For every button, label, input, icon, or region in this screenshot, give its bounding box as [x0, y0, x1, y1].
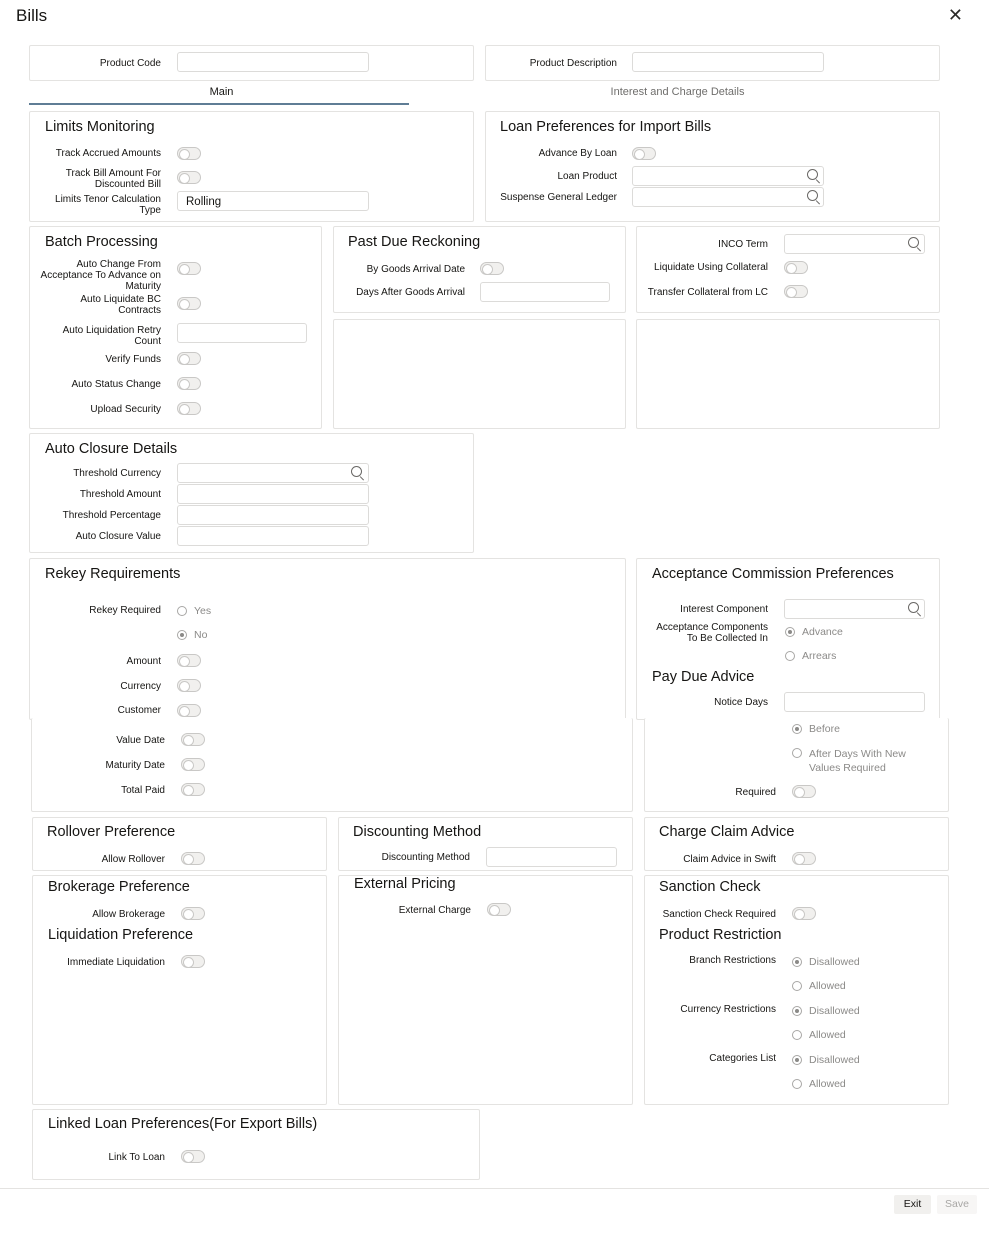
rekey-total-paid-toggle[interactable]: [181, 783, 205, 796]
auto-change-label-3: Maturity: [125, 281, 161, 292]
sanction-required-label: Sanction Check Required: [662, 909, 776, 920]
branch-disallowed-label: Disallowed: [809, 956, 860, 968]
window-title: Bills: [16, 6, 48, 25]
discounting-title: Discounting Method: [353, 824, 482, 840]
product-code-label: Product Code: [99, 58, 161, 69]
retry-count-label-2: Count: [134, 336, 161, 347]
immediate-liquidation-label: Immediate Liquidation: [67, 957, 165, 968]
currency-allowed-radio[interactable]: [792, 1029, 846, 1041]
product-description-label: Product Description: [529, 58, 617, 69]
sanction-required-toggle[interactable]: [792, 907, 816, 920]
auto-change-label-1: Auto Change From: [76, 259, 161, 270]
rekey-amount-label: Amount: [126, 656, 161, 667]
days-after-input[interactable]: [480, 282, 610, 302]
notice-days-input[interactable]: [784, 692, 925, 712]
batch-processing-title: Batch Processing: [45, 234, 158, 250]
track-bill-label-1: Track Bill Amount For: [65, 168, 161, 179]
rekey-title: Rekey Requirements: [45, 566, 181, 582]
linked-loan-title: Linked Loan Preferences(For Export Bills): [48, 1116, 318, 1132]
arrears-radio[interactable]: [785, 650, 836, 662]
search-icon[interactable]: [807, 169, 821, 183]
rekey-currency-label: Currency: [120, 681, 161, 692]
auto-change-toggle[interactable]: [177, 262, 201, 275]
branch-restrictions-label: Branch Restrictions: [689, 955, 776, 966]
rollover-title: Rollover Preference: [47, 824, 176, 840]
discounting-method-label: Discounting Method: [381, 852, 470, 863]
arrears-label: Arrears: [802, 650, 837, 662]
allow-rollover-label: Allow Rollover: [101, 854, 165, 865]
suspense-gl-input[interactable]: [632, 187, 824, 207]
exit-button[interactable]: Exit: [894, 1195, 931, 1214]
search-icon[interactable]: [908, 602, 922, 616]
rekey-yes-label: Yes: [194, 605, 212, 617]
after-days-label-2: Values Required: [809, 762, 886, 774]
auto-closure-value-label: Auto Closure Value: [75, 531, 161, 542]
branch-disallowed-radio[interactable]: [792, 956, 860, 968]
components-label-2: To Be Collected In: [686, 633, 768, 644]
advance-by-loan-label: Advance By Loan: [538, 148, 617, 159]
inco-empty-panel: [636, 319, 940, 429]
product-code-input[interactable]: [177, 52, 369, 72]
currency-allowed-label: Allowed: [809, 1029, 846, 1041]
claim-swift-toggle[interactable]: [792, 852, 816, 865]
currency-disallowed-label: Disallowed: [809, 1005, 860, 1017]
rekey-no-radio[interactable]: [177, 629, 207, 641]
pay-due-required-label: Required: [735, 787, 776, 798]
product-restriction-title: Product Restriction: [659, 927, 782, 943]
footer-divider: [0, 1188, 989, 1189]
threshold-amount-input[interactable]: [177, 484, 369, 504]
search-icon[interactable]: [908, 237, 922, 251]
transfer-collateral-toggle[interactable]: [784, 285, 808, 298]
allow-brokerage-toggle[interactable]: [181, 907, 205, 920]
track-accrued-toggle[interactable]: [177, 147, 201, 160]
track-accrued-label: Track Accrued Amounts: [55, 148, 161, 159]
rekey-total-paid-label: Total Paid: [121, 785, 165, 796]
allow-brokerage-label: Allow Brokerage: [92, 909, 165, 920]
search-icon[interactable]: [807, 190, 821, 204]
after-days-radio[interactable]: [792, 747, 906, 775]
track-bill-toggle[interactable]: [177, 171, 201, 184]
tenor-label-2: Type: [139, 205, 161, 216]
save-button[interactable]: Save: [937, 1195, 977, 1214]
loan-pref-import-title: Loan Preferences for Import Bills: [500, 119, 712, 135]
rekey-maturity-date-toggle[interactable]: [181, 758, 205, 771]
rekey-required-label: Rekey Required: [89, 605, 161, 616]
sanction-title: Sanction Check: [659, 879, 761, 895]
tab-main[interactable]: Main: [209, 86, 234, 98]
rekey-maturity-date-label: Maturity Date: [105, 760, 165, 771]
external-charge-label: External Charge: [398, 905, 471, 916]
threshold-currency-input[interactable]: [177, 463, 369, 483]
external-charge-toggle[interactable]: [487, 903, 511, 916]
verify-funds-toggle[interactable]: [177, 352, 201, 365]
charge-claim-title: Charge Claim Advice: [659, 824, 795, 840]
retry-count-label-1: Auto Liquidation Retry: [62, 325, 161, 336]
liquidation-title: Liquidation Preference: [48, 927, 194, 943]
rekey-no-label: No: [194, 629, 208, 641]
product-description-input[interactable]: [632, 52, 824, 72]
rekey-currency-toggle[interactable]: [177, 679, 201, 692]
advance-label: Advance: [802, 626, 843, 638]
categories-disallowed-label: Disallowed: [809, 1054, 860, 1066]
days-after-label: Days After Goods Arrival: [356, 287, 465, 298]
claim-swift-label: Claim Advice in Swift: [683, 854, 776, 865]
liquidate-collateral-toggle[interactable]: [784, 261, 808, 274]
rekey-panel: [29, 558, 626, 720]
components-label-1: Acceptance Components: [656, 622, 768, 633]
auto-status-toggle[interactable]: [177, 377, 201, 390]
by-goods-label: By Goods Arrival Date: [366, 264, 465, 275]
link-to-loan-toggle[interactable]: [181, 1150, 205, 1163]
loan-product-input[interactable]: [632, 166, 824, 186]
advance-by-loan-toggle[interactable]: [632, 147, 656, 160]
auto-closure-title: Auto Closure Details: [45, 441, 178, 457]
rekey-customer-toggle[interactable]: [177, 704, 201, 717]
categories-allowed-label: Allowed: [809, 1078, 846, 1090]
auto-closure-value-input[interactable]: [177, 526, 369, 546]
currency-restrictions-label: Currency Restrictions: [680, 1004, 776, 1015]
interest-component-input[interactable]: [784, 599, 925, 619]
categories-list-label: Categories List: [709, 1053, 776, 1064]
rekey-amount-toggle[interactable]: [177, 654, 201, 667]
tab-interest-charge[interactable]: Interest and Charge Details: [610, 86, 745, 98]
categories-allowed-radio[interactable]: [792, 1078, 846, 1090]
auto-status-label: Auto Status Change: [71, 379, 161, 390]
immediate-liquidation-toggle[interactable]: [181, 955, 205, 968]
tenor-label-1: Limits Tenor Calculation: [55, 194, 161, 205]
tenor-type-input[interactable]: Rolling: [177, 191, 369, 211]
rekey-value-date-label: Value Date: [116, 735, 165, 746]
liquidate-collateral-label: Liquidate Using Collateral: [654, 262, 768, 273]
by-goods-toggle[interactable]: [480, 262, 504, 275]
transfer-collateral-label: Transfer Collateral from LC: [647, 287, 768, 298]
external-pricing-title: External Pricing: [354, 876, 456, 892]
auto-liquidate-label-1: Auto Liquidate BC: [80, 294, 161, 305]
rekey-value-date-toggle[interactable]: [181, 733, 205, 746]
upload-security-label: Upload Security: [90, 404, 161, 415]
branch-allowed-radio[interactable]: [792, 980, 846, 992]
interest-component-label: Interest Component: [680, 604, 768, 615]
currency-disallowed-radio[interactable]: [792, 1005, 860, 1017]
retry-count-input[interactable]: [177, 323, 307, 343]
threshold-percentage-input[interactable]: [177, 505, 369, 525]
allow-rollover-toggle[interactable]: [181, 852, 205, 865]
discounting-method-input[interactable]: [486, 847, 617, 867]
loan-product-label: Loan Product: [557, 171, 617, 182]
pay-due-required-toggle[interactable]: [792, 785, 816, 798]
tab-active-indicator: [29, 103, 409, 105]
link-to-loan-label: Link To Loan: [108, 1152, 165, 1163]
verify-funds-label: Verify Funds: [105, 354, 161, 365]
notice-days-label: Notice Days: [714, 697, 768, 708]
search-icon[interactable]: [351, 466, 365, 480]
before-label: Before: [809, 723, 840, 735]
auto-change-label-2: Acceptance To Advance on: [40, 270, 161, 281]
upload-security-toggle[interactable]: [177, 402, 201, 415]
auto-liquidate-toggle[interactable]: [177, 297, 201, 310]
after-days-label-1: After Days With New: [809, 748, 906, 760]
advance-radio[interactable]: [785, 626, 843, 638]
auto-liquidate-label-2: Contracts: [118, 305, 161, 316]
brokerage-title: Brokerage Preference: [48, 879, 190, 895]
categories-disallowed-radio[interactable]: [792, 1054, 860, 1066]
before-radio[interactable]: [792, 723, 840, 735]
close-icon[interactable]: ✕: [947, 5, 963, 25]
pay-due-title: Pay Due Advice: [652, 669, 755, 685]
rekey-yes-radio[interactable]: [177, 605, 211, 617]
acceptance-commission-title: Acceptance Commission Preferences: [652, 566, 894, 582]
track-bill-label-2: Discounted Bill: [94, 179, 161, 190]
threshold-currency-label: Threshold Currency: [73, 468, 161, 479]
rekey-customer-label: Customer: [117, 705, 161, 716]
limits-monitoring-title: Limits Monitoring: [45, 119, 155, 135]
inco-term-input[interactable]: [784, 234, 925, 254]
past-due-empty-panel: [333, 319, 626, 429]
branch-allowed-label: Allowed: [809, 980, 846, 992]
suspense-gl-label: Suspense General Ledger: [500, 192, 617, 203]
threshold-amount-label: Threshold Amount: [79, 489, 161, 500]
past-due-title: Past Due Reckoning: [348, 234, 481, 250]
inco-term-label: INCO Term: [718, 239, 768, 250]
threshold-percentage-label: Threshold Percentage: [62, 510, 161, 521]
